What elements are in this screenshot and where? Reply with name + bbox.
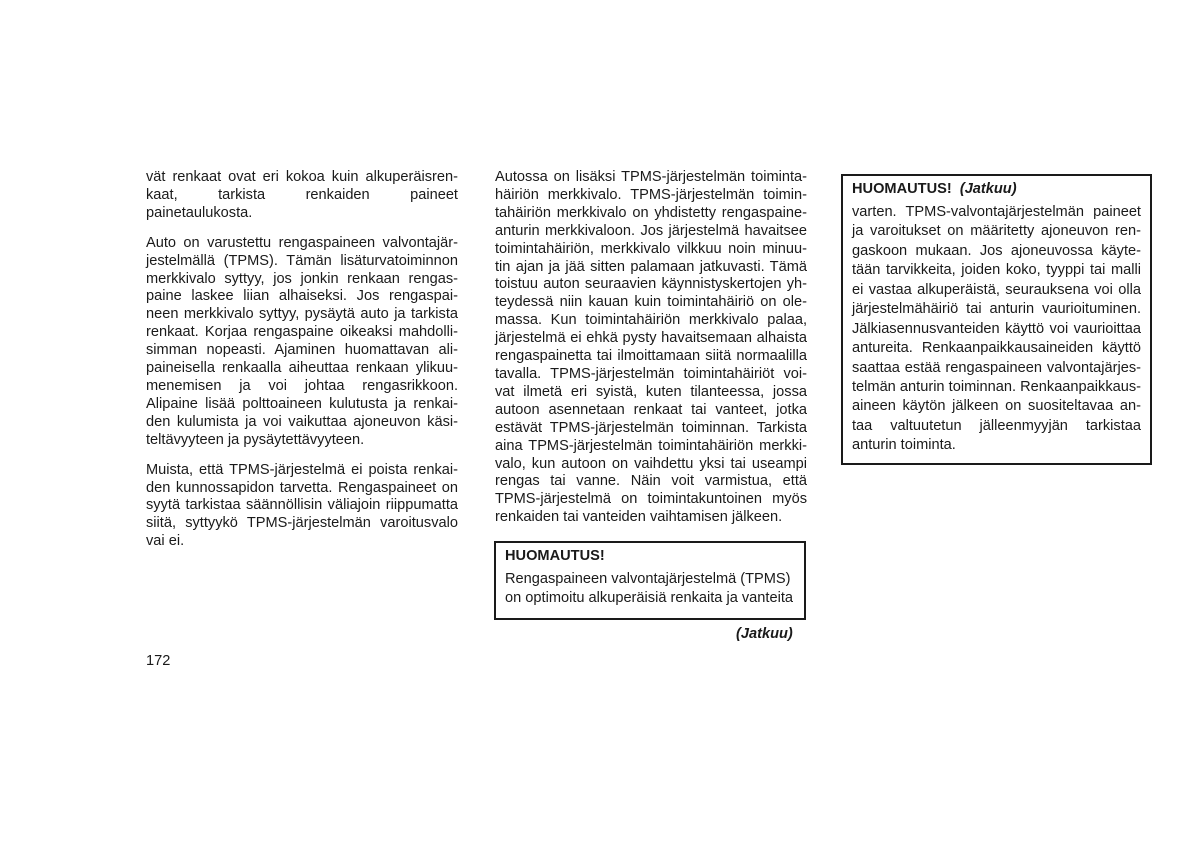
text-line: jestelmällä (TPMS). Tämän lisäturvatoiminnon	[146, 252, 458, 269]
text-line: saattaa estää rengaspaineen valvontajärjes-	[852, 359, 1141, 376]
text-line: Jälkiasennusvanteiden käyttö voi vaurioittaa	[852, 320, 1141, 337]
notice-title	[852, 181, 1141, 199]
text-line: simman nopeasti. Ajaminen huomattavan ali-	[146, 342, 458, 359]
text-line: neen merkkivalo syttyy, pysäytä auto ja tarkista	[146, 306, 458, 323]
text-line: paine laskee liian alhaiseksi. Jos rengaspai-	[146, 288, 458, 305]
text-line: tin ajan ja jää sitten palamaan jatkuvasti. Tämä	[495, 258, 807, 275]
notice-body	[505, 570, 795, 609]
text-line: massa. Kun toimintahäiriön merkkivalo palaa,	[495, 312, 807, 329]
text-line: on optimoitu alkuperäisiä renkaita ja vanteita	[505, 590, 793, 607]
text-line: toimintahäiriön, merkkivalo vilkkuu noin minuu-	[495, 240, 807, 257]
text-line: taa valtuutetun jälleenmyyjän tarkistaa	[852, 417, 1141, 434]
text-line: antureita. Renkaanpaikkausaineiden käyttö	[852, 340, 1141, 357]
text-line: järjestelmähäiriö tai anturin vaurioituminen.	[852, 301, 1141, 318]
paragraph-4	[495, 169, 807, 527]
middle-column	[495, 169, 807, 539]
text-line: vät renkaat ovat eri kokoa kuin alkuperäisren-	[146, 169, 458, 185]
text-line: anturin toiminta.	[852, 437, 956, 454]
text-line: rengaspainetta tai ilmoittamaan siitä normaalilla	[495, 348, 807, 365]
text-line: den kulumista ja voi vaikuttaa ajoneuvon käsi-	[146, 413, 458, 430]
continued-label: (Jatkuu)	[736, 626, 793, 642]
text-line: teltävyyteen ja pysäytettävyyteen.	[146, 431, 365, 448]
text-line: TPMS-järjestelmä on toimintakuntoinen myös	[495, 491, 807, 508]
text-line: valo, kun autoon on vaihdettu yksi tai useampi	[495, 455, 807, 472]
text-line: Autossa on lisäksi TPMS-järjestelmän toiminta-	[495, 169, 807, 185]
text-line: Alipaine lisää polttoaineen kulutusta ja renkai-	[146, 395, 458, 412]
text-line: renkaat. Korjaa rengaspaine oikeaksi mahdolli-	[146, 324, 458, 341]
notice-body	[852, 203, 1141, 456]
text-line: merkkivalo syttyy, jos jonkin renkaan rengas-	[146, 270, 458, 287]
notice-title-text: HUOMAUTUS!	[852, 181, 952, 197]
text-line: häiriön merkkivalo. TPMS-järjestelmän toimin-	[495, 186, 807, 203]
paragraph-2	[146, 235, 458, 450]
text-line: teydessä niin kauan kuin toimintahäiriö on ole-	[495, 294, 807, 311]
text-line: syytä tarkistaa säännöllisin väliajoin riippumatta	[146, 497, 458, 514]
notice-box-continued	[841, 174, 1152, 465]
paragraph-3	[146, 462, 458, 552]
text-line: ei vastaa alkuperäistä, seurauksena voi olla	[852, 281, 1141, 298]
left-column	[146, 169, 458, 563]
text-line: gaskoon mukaan. Jos ajoneuvossa käyte-	[852, 242, 1141, 259]
text-line: kaat, tarkista renkaiden paineet	[146, 186, 458, 203]
text-line: paineisella renkaalla aiheuttaa renkaan ylikuu-	[146, 360, 458, 377]
text-line: menemisen ja voi johtaa rengasrikkoon.	[146, 377, 458, 394]
notice-title: HUOMAUTUS!	[505, 548, 605, 564]
text-line: siitä, syttyykö TPMS-järjestelmän varoitusvalo	[146, 515, 458, 532]
text-line: tään tarvikkeita, joiden koko, tyyppi tai malli	[852, 262, 1141, 279]
text-line: painetaulukosta.	[146, 204, 253, 221]
text-line: aina TPMS-järjestelmän toimintahäiriön merkki-	[495, 437, 807, 454]
text-line: estävät TPMS-järjestelmän toiminnan. Tarkista	[495, 419, 807, 436]
text-line: Rengaspaineen valvontajärjestelmä (TPMS)	[505, 570, 791, 587]
notice-box	[494, 541, 806, 620]
text-line: aineen käytön jälkeen on suositeltavaa an-	[852, 398, 1141, 415]
text-line: Auto on varustettu rengaspaineen valvontajär-	[146, 234, 458, 251]
text-line: den kunnossapidon tarvetta. Rengaspaineet on	[146, 479, 458, 496]
paragraph-1	[146, 169, 458, 223]
text-line: ja varoitukset on määritetty ajoneuvon ren-	[852, 223, 1141, 240]
text-line: anturin merkkivaloon. Jos järjestelmä havaitsee	[495, 222, 807, 239]
text-line: autoon asennetaan renkaat tai vanteet, jotka	[495, 401, 807, 418]
text-line: renkaiden tai vanteiden vaihtamisen jälkeen.	[495, 509, 783, 526]
text-line: varten. TPMS-valvontajärjestelmän paineet	[852, 203, 1141, 220]
text-line: vai ei.	[146, 533, 185, 550]
text-line: Muista, että TPMS-järjestelmä ei poista renkai-	[146, 461, 458, 478]
text-line: telmän anturin toiminnan. Renkaanpaikkaus-	[852, 378, 1141, 395]
text-line: tavalla. TPMS-järjestelmän toimintahäiriöt voi-	[495, 365, 807, 382]
text-line: vat ilmetä eri syistä, kuten tilanteessa, jossa	[495, 383, 807, 400]
text-line: tahäiriön merkkivalo on yhdistetty rengaspaine-	[495, 204, 807, 221]
notice-title-suffix: (Jatkuu)	[959, 181, 1017, 197]
text-line: rengas tai vanne. Näin voit varmistua, että	[495, 473, 807, 490]
page-number: 172	[146, 653, 171, 669]
text-line: järjestelmä ei ehkä pysty havaitsemaan alhaista	[495, 330, 807, 347]
text-line: toistuu auton seuraavien käynnistyskertojen yh-	[495, 276, 807, 293]
